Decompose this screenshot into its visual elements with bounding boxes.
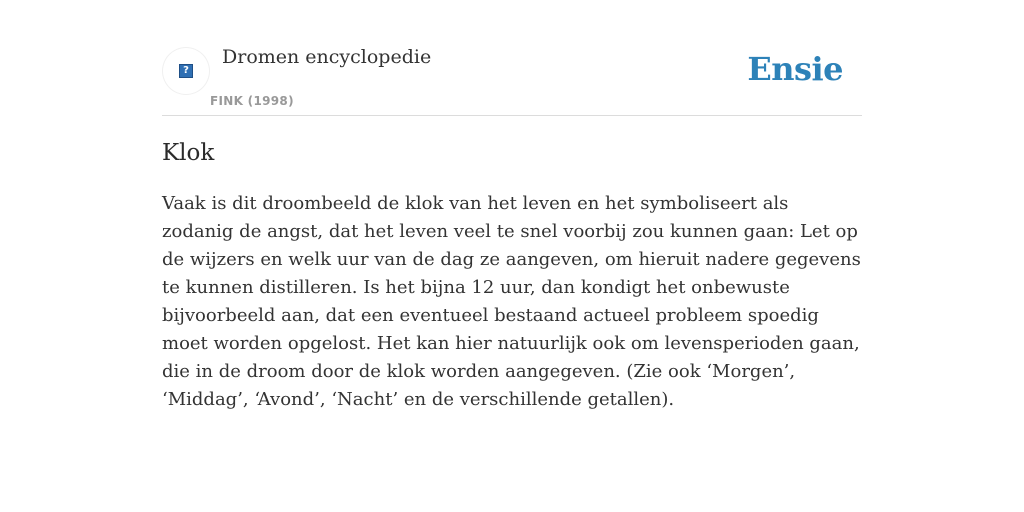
entry-title: Klok	[162, 140, 215, 166]
source-title[interactable]: Dromen encyclopedie	[222, 46, 432, 68]
source-header	[162, 0, 862, 116]
entry-card	[162, 0, 862, 414]
entry-body: Vaak is dit droombeeld de klok van het leven en het symboliseert als zodanig de angst, dat het leven veel te snel voorbij zou kunnen gaan: Let op de wijzers en welk uur van de dag ze aangeven, om hieruit nadere gegevens te kunnen distilleren. Is het bijna 12 uur, dan kondigt het onbewuste bijvoorbeeld aan, dat een eventueel bestaand actueel probleem spoedig moet worden opgelost. Het kan hier natuurlijk ook om levensperioden gaan, die in de droom door de klok worden aangegeven. (Zie ook ‘Morgen’, ‘Middag’, ‘Avond’, ‘Nacht’ en de verschillende getallen).	[162, 193, 861, 410]
source-author: FINK (1998)	[210, 94, 294, 108]
source-avatar[interactable]	[162, 47, 210, 95]
brand-logo[interactable]: Ensie	[747, 50, 843, 88]
question-mark-icon: ?	[179, 64, 193, 78]
